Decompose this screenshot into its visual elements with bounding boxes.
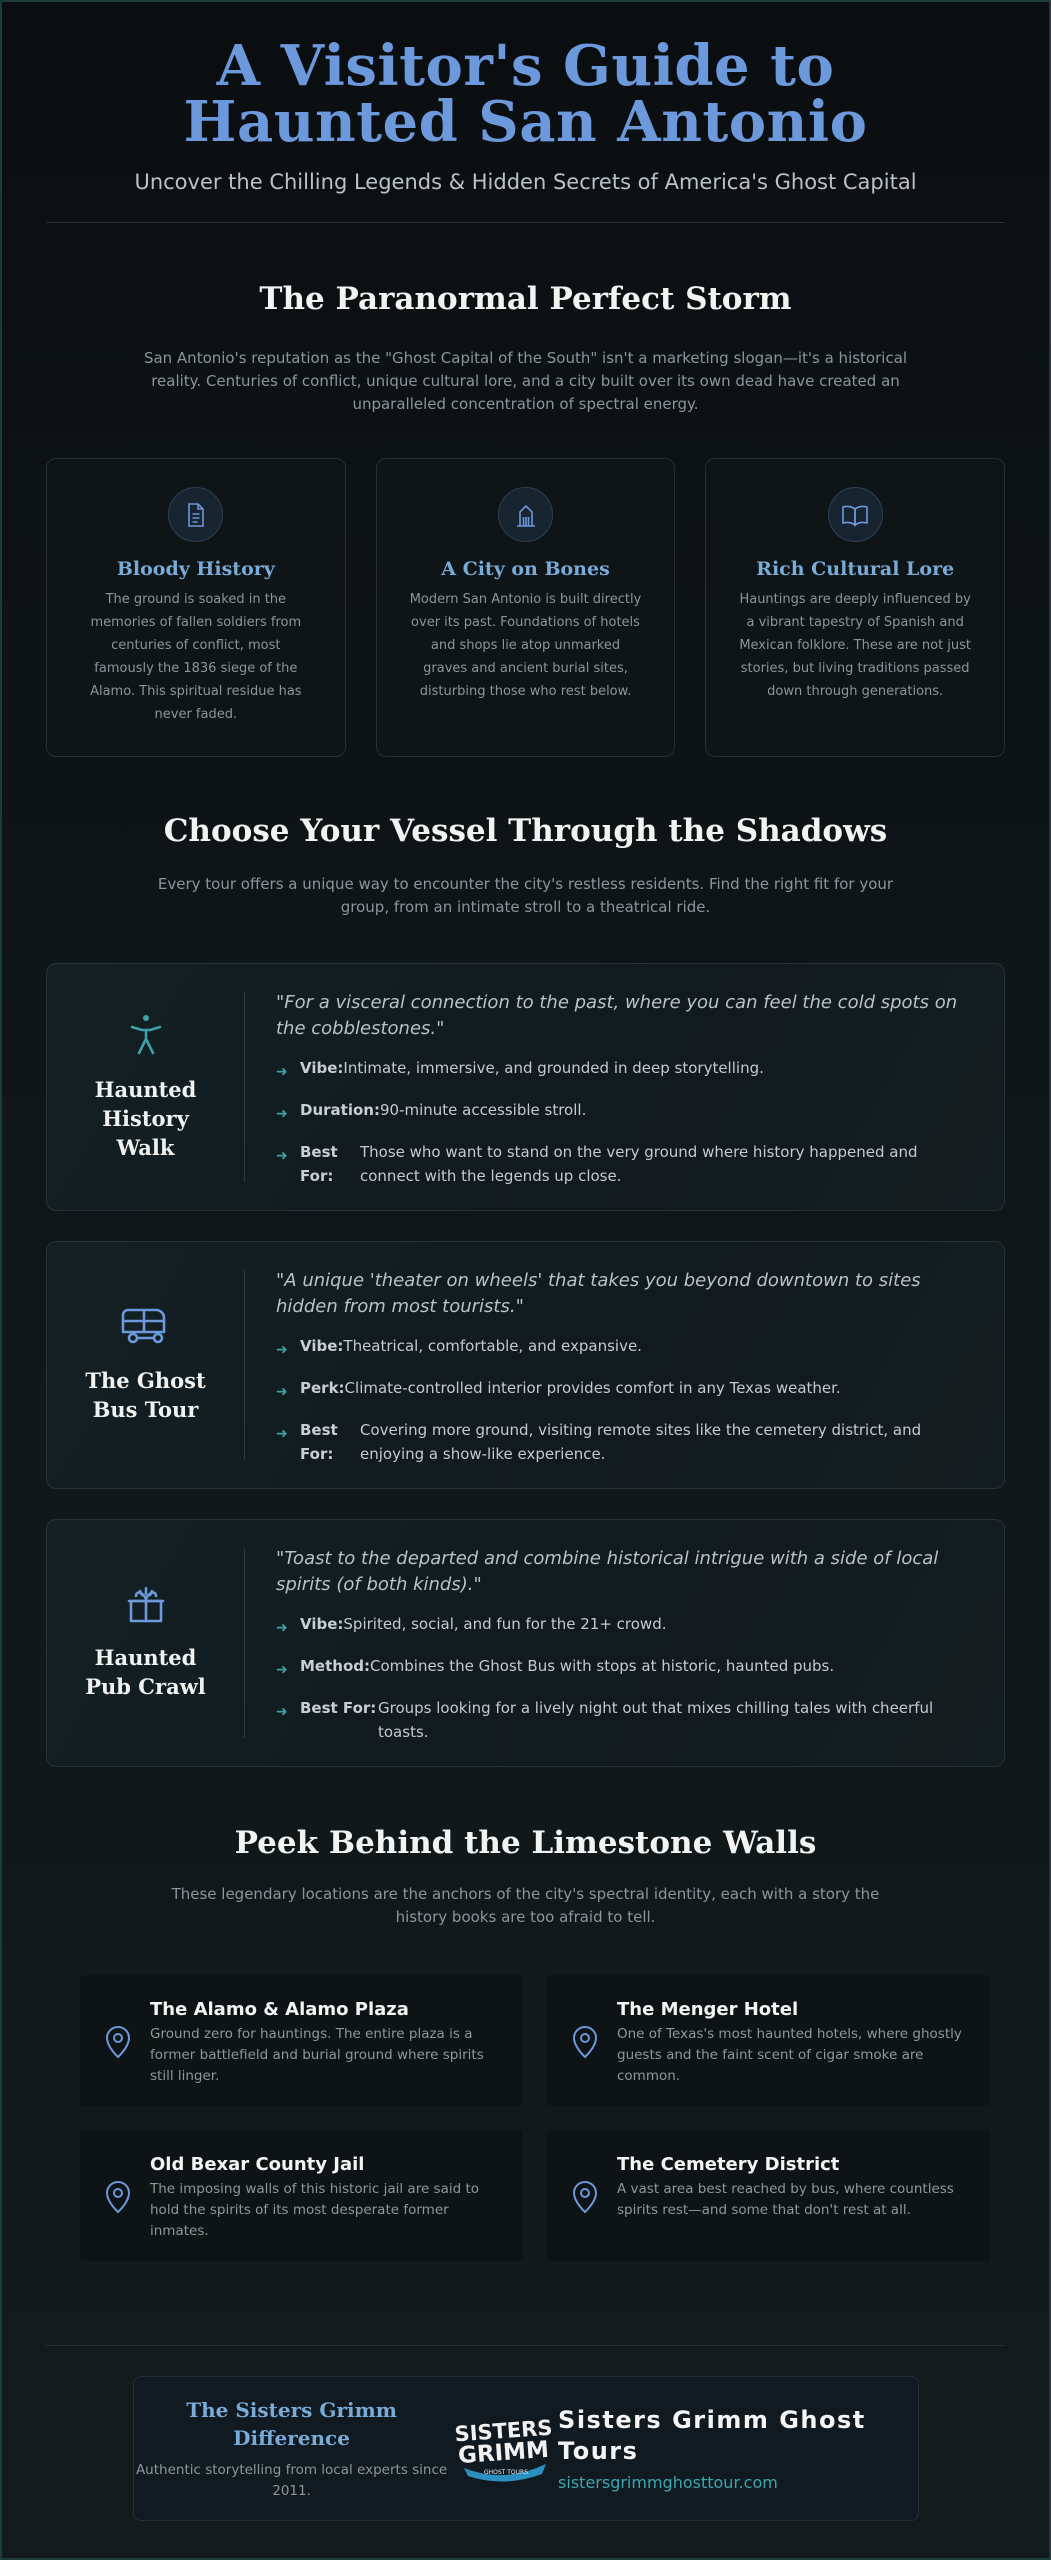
arrow-right-icon: ➜ xyxy=(276,1064,288,1080)
storm-title: The Paranormal Perfect Storm xyxy=(259,281,792,317)
building-icon xyxy=(498,487,553,542)
tour-card xyxy=(46,1519,1005,1767)
tour-detail: ➜ Vibe: Theatrical, comfortable, and expansive. xyxy=(276,1334,968,1362)
hero xyxy=(2,2,1049,194)
map-pin-icon xyxy=(104,2154,150,2261)
feature-title: Rich Cultural Lore xyxy=(756,558,955,580)
tours-intro: Every tour offers a unique way to encounter the city's restless residents. Find the right fit for your group, from an intimate stroll to a theatrical ride. xyxy=(157,875,894,916)
difference-title: The Sisters Grimm Difference xyxy=(186,2397,397,2450)
tour-card xyxy=(46,963,1005,1211)
tour-detail: ➜ Method: Combines the Ghost Bus with stops at historic, haunted pubs. xyxy=(276,1654,968,1682)
tour-detail: ➜ Best For: Covering more ground, visiting remote sites like the cemetery district, and enjoying a show-like experience. xyxy=(276,1418,968,1466)
svg-text:GRIMM: GRIMM xyxy=(457,2436,550,2469)
tour-detail: ➜ Best For: Those who want to stand on the very ground where history happened and connect with the legends up close. xyxy=(276,1140,968,1188)
feature-text: The ground is soaked in the memories of fallen soldiers from centuries of conflict, most famously the 1836 siege of the Alamo. This spiritual residue has never faded. xyxy=(90,592,302,722)
location-grid xyxy=(80,1975,1049,2261)
arrow-right-icon: ➜ xyxy=(276,1620,288,1636)
website-link[interactable]: sistersgrimmghosttour.com xyxy=(558,2473,778,2492)
page-subtitle: Uncover the Chilling Legends & Hidden Secrets of America's Ghost Capital xyxy=(134,170,917,194)
brand-name: Sisters Grimm Ghost Tours xyxy=(558,2406,866,2465)
map-pin-icon xyxy=(104,1999,150,2106)
location-text: The imposing walls of this historic jail are said to hold the spirits of its most desperate former inmates. xyxy=(150,2181,480,2239)
location-text: One of Texas's most haunted hotels, where ghostly guests and the faint scent of cigar smoke are common. xyxy=(617,2026,962,2084)
arrow-right-icon: ➜ xyxy=(276,1148,288,1164)
arrow-right-icon: ➜ xyxy=(276,1426,288,1442)
tour-detail: ➜ Duration: 90-minute accessible stroll. xyxy=(276,1098,968,1126)
tour-name: Haunted Pub Crawl xyxy=(85,1645,206,1699)
tour-detail: ➜ Best For: Groups looking for a lively night out that mixes chilling tales with cheerful toasts. xyxy=(276,1696,968,1744)
arrow-right-icon: ➜ xyxy=(276,1704,288,1720)
tour-detail: ➜ Vibe: Intimate, immersive, and grounded in deep storytelling. xyxy=(276,1056,968,1084)
divider xyxy=(244,1270,245,1460)
feature-text: Modern San Antonio is built directly over its past. Foundations of hotels and shops lie atop unmarked graves and ancient burial sites, disturbing those who rest below. xyxy=(409,592,642,699)
svg-text:GHOST TOURS: GHOST TOURS xyxy=(483,2468,528,2476)
sisters-grimm-logo xyxy=(450,2399,558,2499)
map-pin-icon xyxy=(571,2154,617,2261)
tours-section xyxy=(2,813,1049,1767)
locations-section xyxy=(2,1825,1049,2261)
tour-name: The Ghost Bus Tour xyxy=(85,1368,206,1422)
location-card xyxy=(547,2130,990,2261)
locations-intro: These legendary locations are the anchors of the city's spectral identity, each with a story the history books are too afraid to tell. xyxy=(171,1885,880,1926)
tour-detail: ➜ Perk: Climate-controlled interior provides comfort in any Texas weather. xyxy=(276,1376,968,1404)
footer-card xyxy=(133,2376,919,2521)
tours-title: Choose Your Vessel Through the Shadows xyxy=(163,813,888,849)
feature-card xyxy=(705,458,1005,757)
tour-quote: "Toast to the departed and combine historical intrigue with a side of local spirits (of both kinds)." xyxy=(276,1548,939,1595)
storm-intro: San Antonio's reputation as the "Ghost Capital of the South" isn't a marketing slogan—it's a historical reality. Centuries of conflict, unique cultural lore, and a city built over its own dead have created an unparalleled concentration of spectral energy. xyxy=(143,349,908,413)
feature-title: Bloody History xyxy=(116,558,275,580)
location-name: The Cemetery District xyxy=(617,2154,840,2175)
page-title: A Visitor's Guide to Haunted San Antonio xyxy=(183,33,868,155)
bus-icon xyxy=(120,1306,172,1352)
difference-text: Authentic storytelling from local experts since 2011. xyxy=(135,2461,448,2499)
arrow-right-icon: ➜ xyxy=(276,1342,288,1358)
locations-title: Peek Behind the Limestone Walls xyxy=(234,1825,817,1861)
storm-section xyxy=(2,281,1049,757)
feature-card xyxy=(46,458,346,757)
divider xyxy=(244,1548,245,1738)
location-name: The Menger Hotel xyxy=(617,1999,799,2020)
feature-cards xyxy=(46,458,1005,757)
location-card xyxy=(80,1975,523,2106)
svg-text:SISTERS: SISTERS xyxy=(453,2415,554,2446)
document-icon xyxy=(168,487,223,542)
location-card xyxy=(80,2130,523,2261)
map-pin-icon xyxy=(571,1999,617,2106)
location-name: Old Bexar County Jail xyxy=(150,2154,365,2175)
location-text: A vast area best reached by bus, where countless spirits rest—and some that don't rest at all. xyxy=(617,2181,954,2218)
divider xyxy=(46,222,1005,223)
tour-detail: ➜ Vibe: Spirited, social, and fun for the 21+ crowd. xyxy=(276,1612,968,1640)
gift-icon xyxy=(126,1585,166,1629)
feature-title: A City on Bones xyxy=(441,558,610,580)
tour-card xyxy=(46,1241,1005,1489)
feature-text: Hauntings are deeply influenced by a vibrant tapestry of Spanish and Mexican folklore. These are not just stories, but living traditions passed down through generations. xyxy=(739,592,972,699)
divider xyxy=(46,2345,1005,2346)
divider xyxy=(244,992,245,1182)
tour-quote: "A unique 'theater on wheels' that takes you beyond downtown to sites hidden from most tourists." xyxy=(276,1270,921,1317)
arrow-right-icon: ➜ xyxy=(276,1106,288,1122)
feature-card xyxy=(376,458,676,757)
location-name: The Alamo & Alamo Plaza xyxy=(150,1999,409,2020)
arrow-right-icon: ➜ xyxy=(276,1384,288,1400)
location-card xyxy=(547,1975,990,2106)
walking-person-icon xyxy=(128,1013,164,1061)
location-text: Ground zero for hauntings. The entire plaza is a former battlefield and burial ground where spirits still linger. xyxy=(150,2026,484,2084)
tour-quote: "For a visceral connection to the past, where you can feel the cold spots on the cobblestones." xyxy=(276,992,958,1039)
open-book-icon xyxy=(828,487,883,542)
arrow-right-icon: ➜ xyxy=(276,1662,288,1678)
tour-name: Haunted History Walk xyxy=(94,1076,197,1160)
